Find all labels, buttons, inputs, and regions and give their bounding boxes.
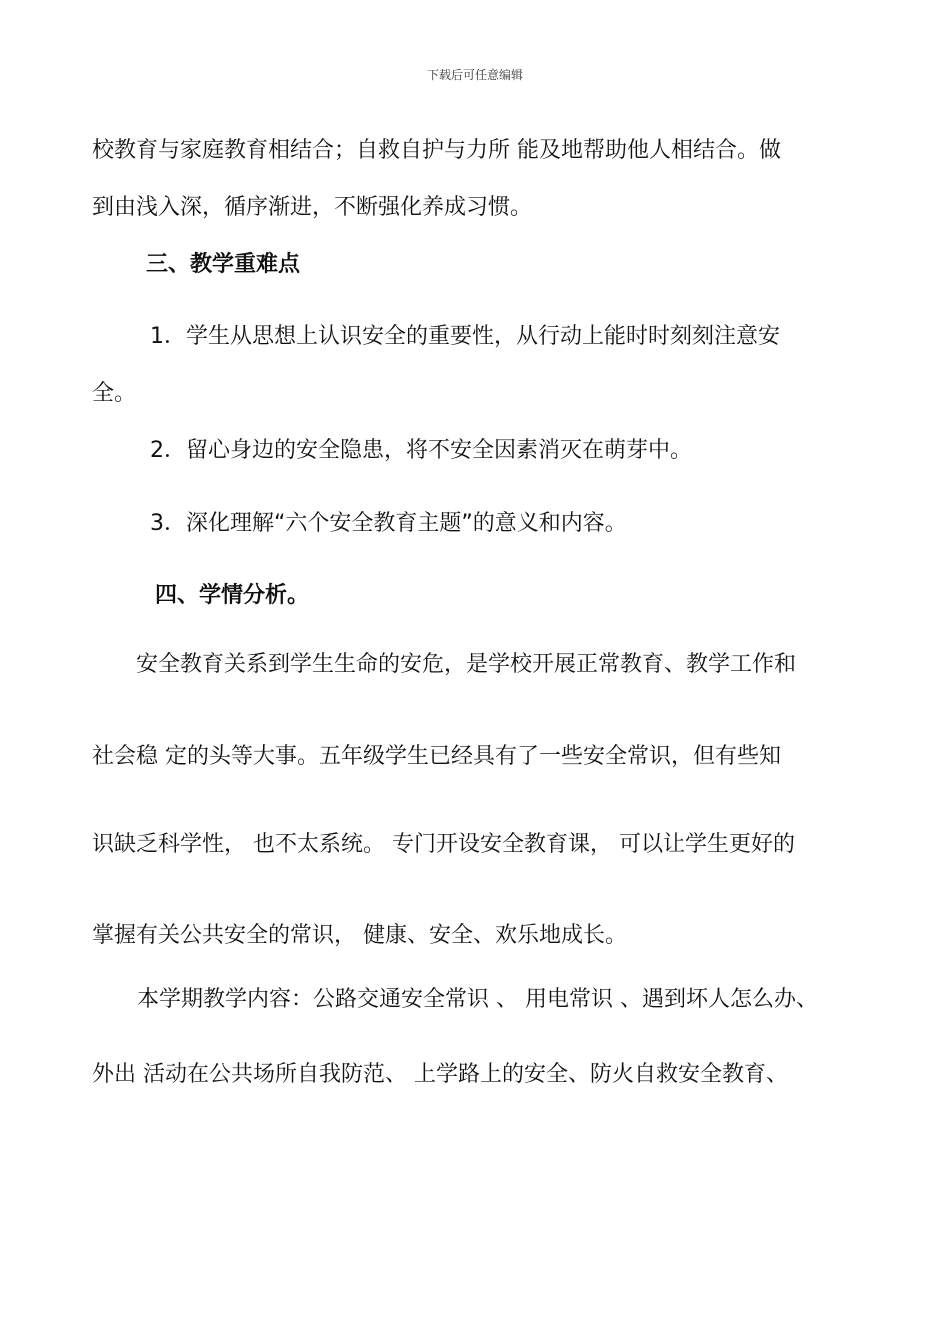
- key-point-3: 3．深化理解“六个安全教育主题”的意义和内容。: [150, 511, 627, 536]
- paragraph-line-2: 到由浅入深，循序渐进，不断强化养成习惯。: [92, 195, 533, 220]
- analysis-line-2: 社会稳 定的头等大事。五年级学生已经具有了一些安全常识，但有些知: [92, 744, 781, 769]
- key-point-2: 2．留心身边的安全隐患，将不安全因素消灭在萌芽中。: [150, 438, 692, 463]
- paragraph-line-1: 校教育与家庭教育相结合；自救自护与力所 能及地帮助他人相结合。做: [92, 138, 781, 163]
- section-heading-4: 四、学情分析。: [155, 583, 310, 608]
- analysis-line-4: 掌握有关公共安全的常识， 健康、安全、欢乐地成长。: [92, 923, 627, 948]
- header-note: 下载后可任意编辑: [426, 68, 523, 82]
- section-heading-3: 三、教学重难点: [146, 252, 301, 277]
- analysis-line-3: 识缺乏科学性， 也不太系统。 专门开设安全教育课， 可以让学生更好的: [92, 832, 795, 857]
- key-point-1: 1．学生从思想上认识安全的重要性，从行动上能时时刻刻注意安: [150, 324, 780, 349]
- content-line-1: 本学期教学内容：公路交通安全常识 、 用电常识 、遇到坏人怎么办、: [137, 987, 818, 1012]
- content-line-2: 外出 活动在公共场所自我防范、 上学路上的安全、防火自救安全教育、: [92, 1062, 788, 1087]
- key-point-1-cont: 全。: [92, 381, 137, 406]
- analysis-line-1: 安全教育关系到学生生命的安危，是学校开展正常教育、教学工作和: [136, 652, 797, 677]
